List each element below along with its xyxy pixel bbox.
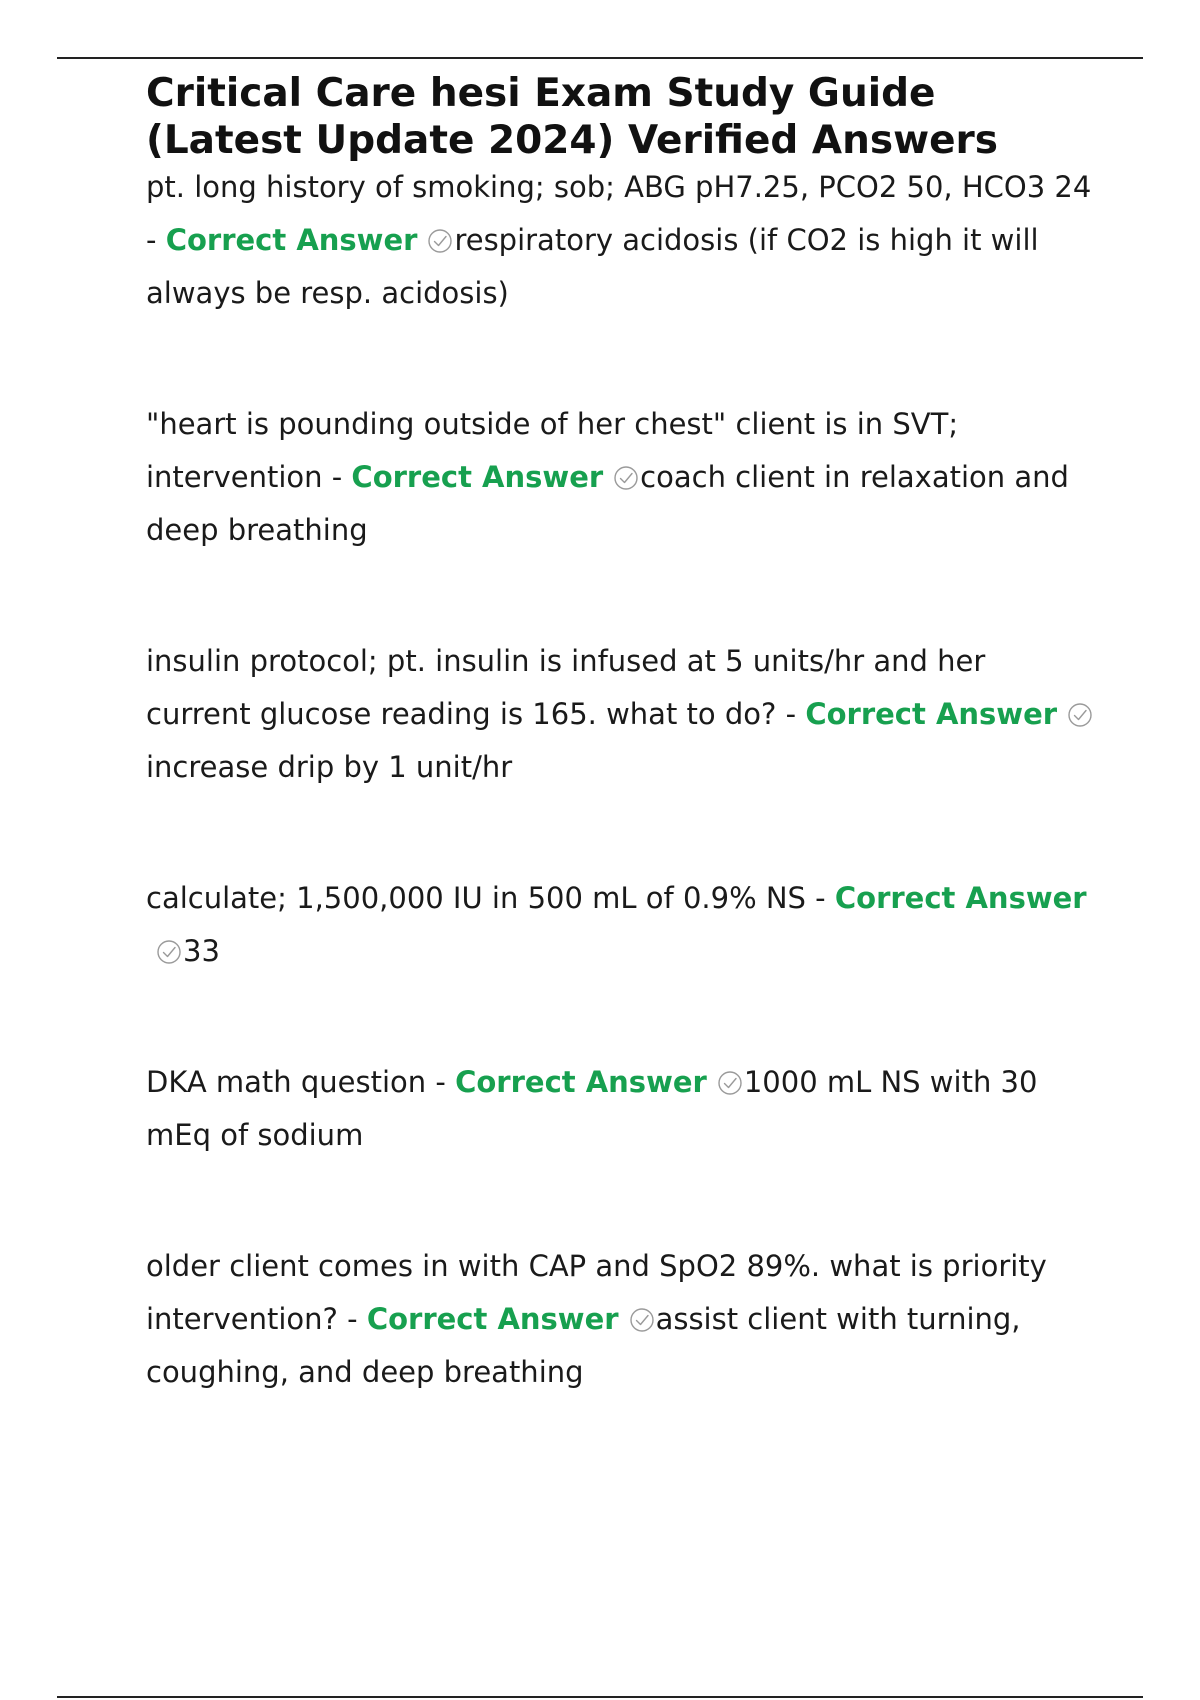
qa-list bbox=[146, 161, 1096, 1399]
qa-item bbox=[146, 635, 1096, 794]
correct-answer-label: Correct Answer bbox=[165, 223, 418, 257]
question-text: insulin protocol; pt. insulin is infused at 5 units/hr and her current glucose reading is 165. what to do? bbox=[146, 644, 986, 731]
top-rule bbox=[57, 57, 1143, 59]
correct-answer-label: Correct Answer bbox=[455, 1065, 707, 1099]
answer-text: assist client with turning, coughing, and deep breathing bbox=[146, 1302, 1021, 1389]
correct-answer-label: Correct Answer bbox=[366, 1302, 619, 1336]
question-text: older client comes in with CAP and SpO2 89%. what is priority intervention? bbox=[146, 1249, 1047, 1336]
document-title: Critical Care hesi Exam Study Guide (Latest Update 2024) Verified Answers bbox=[146, 71, 999, 163]
separator: - bbox=[146, 223, 166, 257]
correct-answer-label: Correct Answer bbox=[834, 881, 1087, 915]
qa-item bbox=[146, 1240, 1096, 1399]
separator: - bbox=[337, 1302, 367, 1336]
separator: - bbox=[426, 1065, 456, 1099]
check-circle-icon bbox=[717, 1070, 743, 1096]
check-circle-icon bbox=[1067, 702, 1093, 728]
separator: - bbox=[805, 881, 835, 915]
answer-text: coach client in relaxation and deep breathing bbox=[146, 460, 1069, 547]
separator: - bbox=[322, 460, 352, 494]
qa-item bbox=[146, 161, 1096, 320]
check-circle-icon bbox=[629, 1307, 655, 1333]
check-circle-icon bbox=[156, 939, 182, 965]
answer-text: 1000 mL NS with 30 mEq of sodium bbox=[146, 1065, 1038, 1152]
check-circle-icon bbox=[427, 228, 453, 254]
qa-item bbox=[146, 398, 1096, 557]
answer-text: 33 bbox=[183, 934, 220, 968]
document-body bbox=[146, 70, 1096, 1399]
correct-answer-label: Correct Answer bbox=[351, 460, 604, 494]
bottom-rule bbox=[57, 1696, 1143, 1698]
separator: - bbox=[776, 697, 806, 731]
question-text: "heart is pounding outside of her chest" client is in SVT; intervention bbox=[146, 407, 959, 494]
check-circle-icon bbox=[613, 465, 639, 491]
qa-item bbox=[146, 1056, 1096, 1162]
question-text: DKA math question bbox=[146, 1065, 427, 1099]
question-text: calculate; 1,500,000 IU in 500 mL of 0.9% NS bbox=[146, 881, 806, 915]
answer-text: increase drip by 1 unit/hr bbox=[146, 750, 513, 784]
question-text: pt. long history of smoking; sob; ABG pH7.25, PCO2 50, HCO3 24 bbox=[146, 170, 1092, 204]
qa-item bbox=[146, 872, 1096, 978]
answer-text: respiratory acidosis (if CO2 is high it will always be resp. acidosis) bbox=[146, 223, 1039, 310]
correct-answer-label: Correct Answer bbox=[805, 697, 1058, 731]
